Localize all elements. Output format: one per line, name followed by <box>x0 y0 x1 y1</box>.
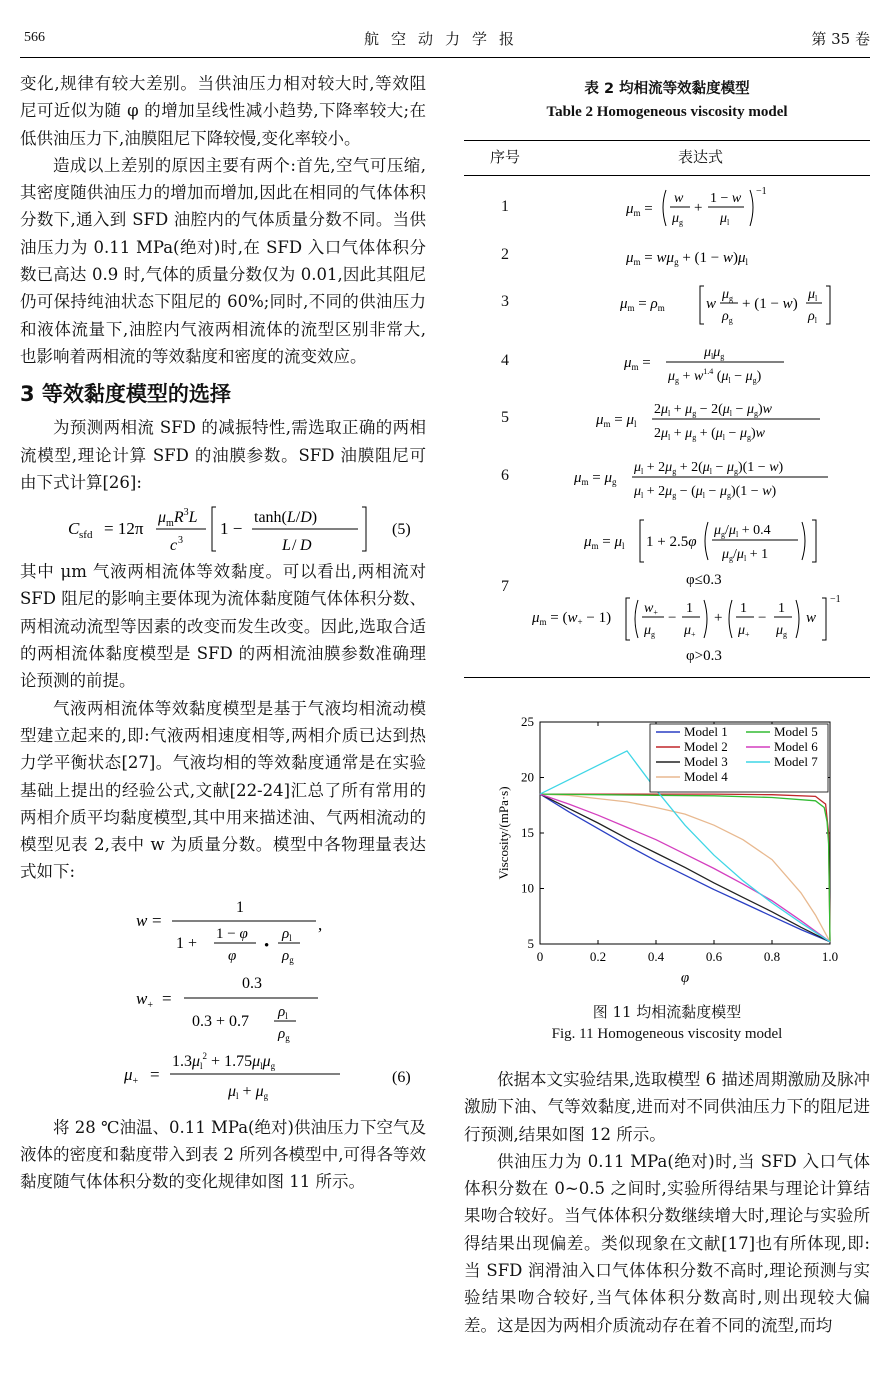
paragraph: 其中 μm 气液两相流体等效黏度。可以看出,两相流对 SFD 阻尼的影响主要体现为流体黏度随气体体积分数、两相流动流型等因素的改变而发生改变。因此,选取合适的两相流体黏度模型是 SFD 的两相流油膜参数准确理论预测的前提。 <box>20 562 426 691</box>
svg-text:μlμg: $\mu_l\mu_g$ <box>704 345 725 361</box>
series-line-model-3 <box>540 794 830 942</box>
equation-number: (6) <box>392 1068 411 1086</box>
svg-text:ρl: $\rho_l$ <box>282 925 292 943</box>
equation-number: (5) <box>392 521 411 539</box>
svg-text:μm =: $\mu_m$ = <box>624 355 651 372</box>
svg-text:+ (1 − w): + (1 − w) <box>742 296 798 312</box>
svg-text:0.3 + 0.7: 0.3 + 0.7 <box>192 1012 250 1030</box>
section-title: 3 等效黏度模型的选择 <box>20 382 231 407</box>
x-tick-label: 0.8 <box>763 949 781 964</box>
svg-text:μg: $\mu_g$ <box>672 211 684 227</box>
table-header-row <box>464 146 870 170</box>
svg-text:= 12π: = 12π <box>104 519 144 539</box>
legend-entry: Model 7 <box>774 754 818 769</box>
figure-caption-cn: 图 11 均相流黏度模型 <box>592 1003 742 1021</box>
svg-text:1: 1 <box>778 601 785 616</box>
table-header-rule <box>464 175 870 176</box>
svg-text:w: w <box>706 296 717 312</box>
legend-entry: Model 2 <box>684 739 728 754</box>
svg-text:μm = μl: $\mu_m = \mu_l$ <box>584 534 625 551</box>
equation-5 <box>20 498 426 556</box>
svg-text:μ+: $\mu_+$ <box>684 623 696 639</box>
svg-text:μm = μl: $\mu_m = \mu_l$ <box>596 412 637 429</box>
x-tick-label: 0 <box>536 949 544 964</box>
paragraph: 依据本文实验结果,选取模型 6 描述周期激励及脉冲激励下油、气等效黏度,进而对不同供油压力下的阻尼进行预测,结果如图 12 所示。 <box>464 1070 870 1144</box>
svg-text:μg + w1.4 (μl − μg): $\mu_g + w^{1.4}$ $(\mu_l - \mu_g)$ <box>668 367 762 385</box>
volume-label: 第 35 卷 <box>811 30 870 48</box>
svg-text:μm =: $\mu_m$ = <box>626 201 653 218</box>
svg-text:,: , <box>318 914 323 934</box>
svg-text:1: 1 <box>740 601 747 616</box>
viscosity-chart <box>464 706 870 992</box>
y-tick-label: 10 <box>521 880 534 896</box>
x-tick-label: 1.0 <box>821 949 839 964</box>
svg-text:ρg: $\rho_g$ <box>278 1025 290 1043</box>
paragraph: 造成以上差别的原因主要有两个:首先,空气可压缩,其密度随供油压力的增加而增加,因此在相同的气体体积分数下,通入到 SFD 油腔内的气体质量分数不同。当供油压力为 0.11 MPa(绝对)时,在 SFD 入口气体体积分数已高达 0.9 时,气体的质量分数仅为 0.01,因此其阻尼仍可保持纯油状态下阻尼的 60%;同时,不同的供油压力和液体流量下,油腔内气液两相流体的流型区别非常大,也影响着两相流的等效黏度和密度的流变效应。 <box>20 155 426 366</box>
svg-text:−: − <box>758 610 767 626</box>
svg-text:+: + <box>694 200 703 216</box>
y-tick-label: 20 <box>521 769 534 785</box>
svg-text:μg: $\mu_g$ <box>644 623 656 639</box>
svg-text:1 +: 1 + <box>176 934 198 952</box>
legend-entry: Model 5 <box>774 724 818 739</box>
left-column <box>20 70 426 1196</box>
svg-text:1 − w: 1 − w <box>710 191 742 206</box>
svg-text:ρg: $\rho_g$ <box>722 309 733 325</box>
table-top-rule <box>464 140 870 141</box>
svg-text:2μl + μg − 2(μl − μg)w: $2\mu_l + \mu_g - 2(\mu_l - \mu_g)w$ <box>654 402 772 418</box>
svg-text:μg/μl + 1: $\mu_g/\mu_l + 1$ <box>722 547 769 563</box>
svg-text:tanh(L/D): tanh(L/D) <box>254 509 318 527</box>
paragraph: 供油压力为 0.11 MPa(绝对)时,当 SFD 入口气体体积分数在 0~0.5 之间时,实验所得结果与理论计算结果吻合较好。当气体体积分数继续增大时,理论与实验所得结果出现偏差。类似现象在文献[17]也有所体现,即:当 SFD 润滑油入口气体体积分数不高时,理论预测与实验结果吻合较好,当气体体积分数高时,则出现较大偏差。这是因为两相介质流动存在着不同的流型,而均 <box>464 1151 870 1335</box>
svg-text:=: = <box>152 910 162 930</box>
running-header <box>20 26 870 50</box>
y-axis-label: Viscosity/(mPa·s) <box>496 786 511 880</box>
x-axis-label: φ <box>680 970 690 986</box>
table-row: 5 $\mu_m = \mu_l$ $2\mu_l + \mu_g - 2(\mu_l - \mu_g)w$ $2\mu_l + \mu_g + (\mu_l - \mu_g)w$ <box>501 402 772 442</box>
condition-gt: φ>0.3 <box>686 648 722 664</box>
condition-le: φ≤0.3 <box>686 572 722 588</box>
svg-text:1 −: 1 − <box>220 519 243 539</box>
svg-text:μ+: $\mu_+$ <box>124 1064 139 1087</box>
table-caption-en: Table 2 Homogeneous viscosity model <box>546 104 788 120</box>
table-row: 1 $\mu_m$ = w $\mu_g$ + 1 − w $\mu_l$ −1 <box>501 186 767 227</box>
svg-text:L: L <box>282 537 291 555</box>
page-number: 566 <box>24 30 45 45</box>
x-tick-label: 0.2 <box>589 949 607 964</box>
svg-text:μm = ρm: $\mu_m = \rho_m$ <box>620 296 665 313</box>
svg-text:w: w <box>136 910 148 930</box>
col-header-expression: 表达式 <box>678 148 724 166</box>
svg-text:ρl: $\rho_l$ <box>278 1003 288 1021</box>
svg-text:sfd: sfd <box>79 529 93 542</box>
svg-text:w: w <box>674 191 684 206</box>
svg-text:•: • <box>264 937 270 954</box>
svg-text:c: c <box>170 537 178 555</box>
svg-text:−1: −1 <box>756 186 767 197</box>
paragraph: 为预测两相流 SFD 的减振特性,需选取正确的两相流模型,理论计算 SFD 的油膜参数。SFD 油膜阻尼可由下式计算[26]: <box>20 418 426 492</box>
paragraph: 将 28 ℃油温、0.11 MPa(绝对)供油压力下空气及液体的密度和黏度带入到表 2 所列各模型中,可得各等效黏度随气体体积分数的变化规律如图 11 所示。 <box>20 1117 426 1192</box>
svg-text:=: = <box>150 1064 160 1084</box>
svg-text:μm = (w+ − 1): $\mu_m = (w_+ - 1)$ <box>532 610 612 627</box>
equation-6 <box>20 890 426 1112</box>
svg-text:μmR3L: $\mu_mR^3L$ <box>158 507 198 530</box>
legend-entry: Model 1 <box>684 724 728 739</box>
figure-caption-en: Fig. 11 Homogeneous viscosity model <box>551 1026 783 1042</box>
table-row: 3 $\mu_m = \rho_m$ w $\mu_g$ $\rho_g$ + (1 − w) $\mu_l$ $\rho_l$ <box>464 280 870 328</box>
table-bottom-rule <box>464 677 870 678</box>
svg-text:0.3: 0.3 <box>242 974 262 992</box>
svg-text:w+: $w_+$ <box>136 988 153 1011</box>
right-column <box>464 1066 870 1339</box>
svg-text:μg: $\mu_g$ <box>722 287 734 303</box>
paragraph: 气液两相流体等效黏度模型是基于气液均相流动模型建立起来的,即:气液两相速度相等,两相介质已达到热力学平衡状态[27]。气液均相的等效黏度通常是在实验基础上提出的经验公式,文献[22-24]汇总了所有常用的两相介质平均黏度模型,其中用来描述油、气两相流动的模型见表 2,表中 w 为质量分数。模型中各物理量表达式如下: <box>20 698 426 882</box>
svg-text:+: + <box>714 610 723 626</box>
svg-text:−: − <box>668 610 677 626</box>
svg-text:/: / <box>292 537 297 555</box>
svg-text:ρg: $\rho_g$ <box>282 947 294 965</box>
svg-text:μ+: $\mu_+$ <box>738 623 750 639</box>
table-row: 2 $\mu_m = w\mu_g + (1 - w)\mu_l$ <box>501 246 749 267</box>
table-row: 4 $\mu_m$ = $\mu_l\mu_g$ $\mu_g + w^{1.4}$ $(\mu_l - \mu_g)$ <box>501 345 762 385</box>
x-tick-label: 0.4 <box>647 949 665 964</box>
y-tick-label: 5 <box>527 936 534 951</box>
svg-text:μl + μg: μl + μg <box>228 1082 269 1101</box>
table-row: 7 $\mu_m = \mu_l$ 1 + 2.5φ $\mu_g/\mu_l + 0.4$ $\mu_g/\mu_l + 1$ φ≤0.3 $\mu_m = (w_+ - 1)$ $w_+$ $\mu_g$ − 1 $\mu_+$ + 1 $\mu_+$ − 1 $\mu_g$ w −1 φ>0.3 <box>464 510 870 676</box>
svg-text:μm = wμg + (1 − w)μl: $\mu_m = w\mu_g + (1 - w)\mu_l$ <box>626 250 749 267</box>
svg-text:μl: $\mu_l$ <box>720 211 730 227</box>
x-tick-label: 0.6 <box>705 949 723 964</box>
svg-text:1: 1 <box>686 601 693 616</box>
legend-entry: Model 4 <box>684 769 728 784</box>
svg-text:φ: φ <box>228 947 237 964</box>
svg-text:1 + 2.5φ: 1 + 2.5φ <box>646 534 697 550</box>
svg-text:μg/μl + 0.4: $\mu_g/\mu_l + 0.4$ <box>714 523 771 539</box>
svg-text:μm = μg: $\mu_m = \mu_g$ <box>574 470 617 487</box>
svg-text:μl + 2μg + 2(μl − μg)(1 − w): $\mu_l + 2\mu_g + 2(\mu_l - \mu_g)(1 - w)$ <box>634 460 784 476</box>
svg-text:ρl: $\rho_l$ <box>808 309 817 325</box>
svg-text:C: C <box>68 519 80 539</box>
svg-text:w: w <box>806 610 817 626</box>
svg-text:1 − φ: 1 − φ <box>216 925 248 942</box>
svg-text:1.3μl2 + 1.75μlμg: $1.3\mu l^2 + 1.75\mu l\mu g$ <box>172 1050 276 1071</box>
table-caption-cn: 表 2 均相流等效黏度模型 <box>584 81 750 97</box>
table-row: 6 $\mu_m = \mu_g$ $\mu_l + 2\mu_g + 2(\mu_l - \mu_g)(1 - w)$ $\mu_l + 2\mu_g - (\mu_l - \mu_g)(1 - w)$ <box>501 460 784 500</box>
svg-text:w+: $w_+$ <box>644 601 658 617</box>
legend-entry: Model 6 <box>774 739 818 754</box>
svg-text:−1: −1 <box>830 594 841 605</box>
svg-text:μl: $\mu_l$ <box>808 287 818 303</box>
y-tick-label: 15 <box>521 825 534 840</box>
paragraph: 变化,规律有较大差别。当供油压力相对较大时,等效阻尼可近似为随 φ 的增加呈线性减小趋势,下降率较大;在低供油压力下,油膜阻尼下降较慢,变化率较小。 <box>20 74 426 148</box>
svg-text:μg: $\mu_g$ <box>776 623 788 639</box>
svg-text:2μl + μg + (μl − μg)w: $2\mu_l + \mu_g + (\mu_l - \mu_g)w$ <box>654 426 765 442</box>
y-tick-label: 25 <box>521 714 534 729</box>
header-rule <box>20 57 870 58</box>
svg-text:1: 1 <box>236 898 244 916</box>
svg-text:3: 3 <box>178 535 183 547</box>
svg-text:=: = <box>162 988 172 1008</box>
journal-name: 航空动力学报 <box>363 30 526 48</box>
svg-text:D: D <box>300 537 312 555</box>
svg-text:μl + 2μg − (μl − μg)(1 − w): $\mu_l + 2\mu_g - (\mu_l - \mu_g)(1 - w)$ <box>634 484 777 500</box>
legend-entry: Model 3 <box>684 754 728 769</box>
col-header-index: 序号 <box>489 148 520 166</box>
